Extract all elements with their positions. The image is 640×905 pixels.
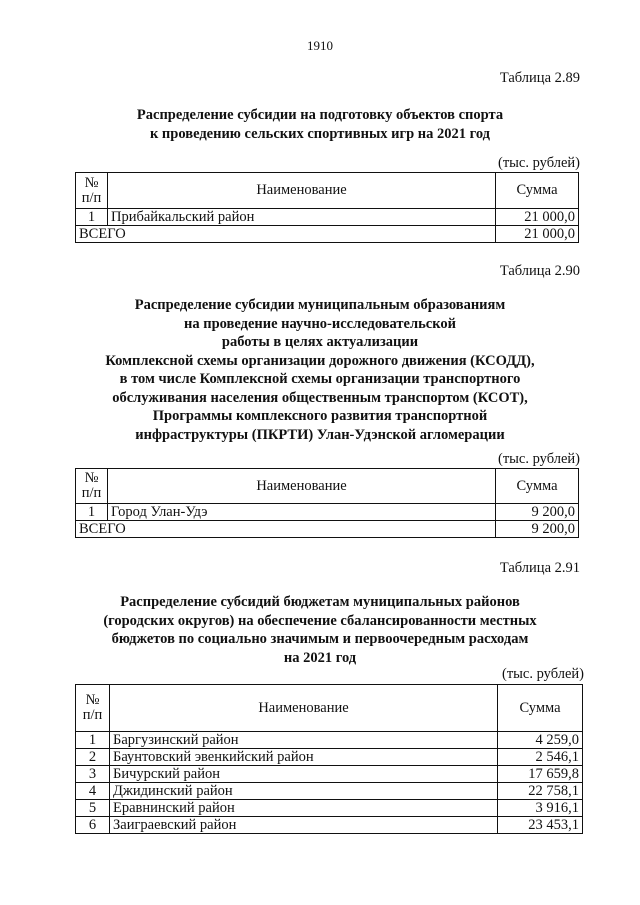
row-num: 1 (76, 209, 108, 226)
table-row (76, 783, 583, 800)
table-row (76, 817, 583, 834)
table-row (76, 732, 583, 749)
header-sum: Сумма (498, 685, 583, 732)
page-number: 1910 (307, 38, 333, 53)
total-label: ВСЕГО (76, 521, 496, 538)
row-sum: 2 546,1 (498, 749, 583, 766)
title-line: работы в целях актуализации (221, 334, 419, 350)
data-table (75, 468, 579, 538)
table-row (76, 766, 583, 783)
table-row (76, 504, 579, 521)
title-line: Программы комплексного развития транспортной (152, 408, 488, 424)
table-row (76, 209, 579, 226)
total-sum: 9 200,0 (496, 521, 579, 538)
title-line: обслуживания населения общественным транспортом (КСОТ), (112, 389, 528, 406)
title-line: Распределение субсидии на подготовку объектов спорта (136, 107, 504, 123)
table-header-row (76, 685, 583, 732)
header-sum: Сумма (496, 173, 579, 209)
total-row (76, 521, 579, 538)
row-num: 4 (76, 783, 110, 800)
table-header-row (76, 173, 579, 209)
table-label: Таблица 2.89 (499, 70, 580, 86)
table-title (60, 296, 580, 444)
header-name: Наименование (110, 685, 498, 732)
table-label: Таблица 2.91 (499, 560, 580, 576)
row-num: 3 (76, 766, 110, 783)
title-line: в том числе Комплексной схемы организации транспортного (119, 371, 521, 387)
row-num: 1 (76, 504, 108, 521)
row-name: Баргузинский район (110, 732, 498, 749)
row-num: 5 (76, 800, 110, 817)
row-sum: 22 758,1 (498, 783, 583, 800)
units-note: (тыс. рублей) (502, 666, 584, 682)
header-num: № п/п (76, 685, 110, 732)
row-name: Еравнинский район (110, 800, 498, 817)
header-name: Наименование (108, 173, 496, 209)
row-name: Джидинский район (110, 783, 498, 800)
total-label: ВСЕГО (76, 226, 496, 243)
table-label: Таблица 2.90 (499, 263, 580, 279)
row-sum: 3 916,1 (498, 800, 583, 817)
total-row (76, 226, 579, 243)
data-table (75, 172, 579, 243)
row-name: Баунтовский эвенкийский район (110, 749, 498, 766)
row-num: 2 (76, 749, 110, 766)
row-sum: 21 000,0 (496, 209, 579, 226)
table-title (60, 593, 580, 667)
units-note: (тыс. рублей) (498, 155, 580, 171)
row-name: Бичурский район (110, 766, 498, 783)
units-note: (тыс. рублей) (498, 451, 580, 467)
title-line: на проведение научно-исследовательской (184, 315, 456, 332)
row-num: 1 (76, 732, 110, 749)
header-sum: Сумма (496, 469, 579, 504)
row-sum: 4 259,0 (498, 732, 583, 749)
title-line: на 2021 год (283, 649, 357, 666)
row-name: Заиграевский район (110, 817, 498, 834)
data-table (75, 684, 583, 834)
header-num: № п/п (76, 173, 108, 209)
title-line: Распределение субсидий бюджетам муниципальных районов (120, 594, 520, 610)
row-sum: 17 659,8 (498, 766, 583, 783)
row-sum: 23 453,1 (498, 817, 583, 834)
table-header-row (76, 469, 579, 504)
title-line: Распределение субсидии муниципальным образованиям (134, 297, 506, 313)
header-name: Наименование (108, 469, 496, 504)
table-title (60, 106, 580, 143)
row-name: Город Улан-Удэ (108, 504, 496, 521)
row-sum: 9 200,0 (496, 504, 579, 521)
table-row (76, 800, 583, 817)
row-num: 6 (76, 817, 110, 834)
title-line: Комплексной схемы организации дорожного движения (КСОДД), (105, 352, 535, 369)
table-row (76, 749, 583, 766)
title-line: инфраструктуры (ПКРТИ) Улан-Удэнской агломерации (135, 426, 505, 443)
title-line: к проведению сельских спортивных игр на 2021 год (149, 125, 491, 142)
total-sum: 21 000,0 (496, 226, 579, 243)
title-line: бюджетов по социально значимым и первоочередным расходам (111, 631, 529, 647)
row-name: Прибайкальский район (108, 209, 496, 226)
title-line: (городских округов) на обеспечение сбалансированности местных (103, 612, 537, 629)
header-num: № п/п (76, 469, 108, 504)
